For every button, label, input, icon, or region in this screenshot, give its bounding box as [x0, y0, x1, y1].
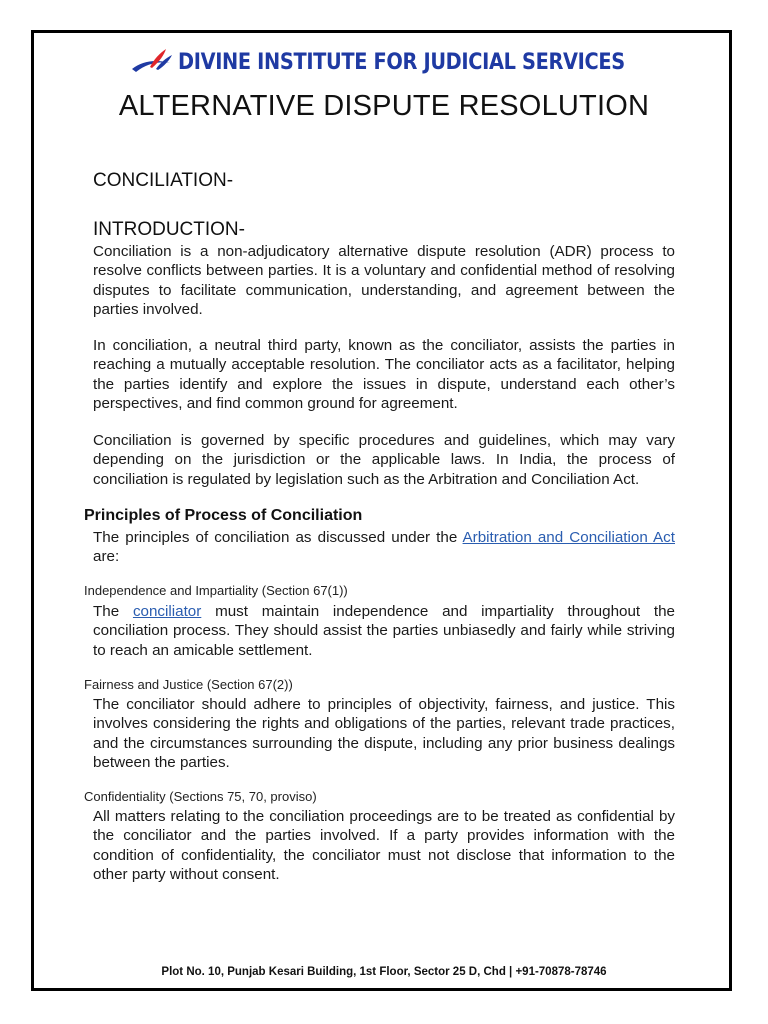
principle-1-text	[93, 602, 675, 660]
principle-1-title: Independence and Impartiality (Section 67(1))	[84, 583, 348, 598]
brand-header	[0, 47, 768, 77]
introduction-heading: INTRODUCTION-	[93, 219, 245, 240]
principle-1-text-start: The	[93, 603, 133, 620]
swoosh-logo-icon	[130, 47, 174, 77]
intro-paragraph-1: Conciliation is a non-adjudicatory alternative dispute resolution (ADR) process to resolve conflicts between parties. It is a voluntary and confidential method of resolving disputes to facilitate communication, understanding, and agreement between the parties involved.	[93, 243, 675, 319]
conciliation-heading: CONCILIATION-	[93, 170, 234, 191]
principles-intro-text: The principles of conciliation as discussed under the	[93, 529, 463, 546]
principle-1-text-end: must maintain independence and impartiality throughout the conciliation process. They should assist the parties unbiasedly and fairly while striving to reach an amicable settlement.	[93, 603, 675, 659]
principle-3-title: Confidentiality (Sections 75, 70, proviso)	[84, 789, 317, 804]
conciliator-link[interactable]: conciliator	[132, 603, 202, 620]
intro-paragraph-2: In conciliation, a neutral third party, known as the conciliator, assists the parties in reaching a mutually acceptable resolution. The conciliator acts as a facilitator, helping the parties identify and explore the issues in dispute, understand each other’s perspectives, and find common ground for agreement.	[93, 337, 675, 413]
principle-3-text: All matters relating to the conciliation proceedings are to be treated as confidential by the conciliator and the parties involved. If a party provides information with the condition of confidentiality, the conciliator must not disclose that information to the other party without consent.	[93, 808, 675, 884]
principle-2-title: Fairness and Justice (Section 67(2))	[84, 677, 293, 692]
intro-paragraph-3: Conciliation is governed by specific procedures and guidelines, which may vary depending on the jurisdiction or the applicable laws. In India, the process of conciliation is regulated by legislation such as the Arbitration and Conciliation Act.	[93, 432, 675, 488]
footer-address: Plot No. 10, Punjab Kesari Building, 1st Floor, Sector 25 D, Chd | +91-70878-78746	[161, 966, 607, 978]
brand-name: DIVINE INSTITUTE FOR JUDICIAL SERVICES	[178, 49, 626, 75]
arbitration-act-link[interactable]: Arbitration and Conciliation Act	[462, 529, 675, 546]
principles-intro-end: are:	[93, 548, 120, 566]
document-title: ALTERNATIVE DISPUTE RESOLUTION	[118, 90, 650, 122]
principles-heading: Principles of Process of Conciliation	[84, 507, 363, 524]
principle-2-text: The conciliator should adhere to principles of objectivity, fairness, and justice. This involves considering the rights and obligations of the parties, relevant trade practices, and the circumstances surrounding the dispute, including any prior business dealings between the parties.	[93, 696, 675, 772]
principles-intro	[93, 528, 675, 567]
